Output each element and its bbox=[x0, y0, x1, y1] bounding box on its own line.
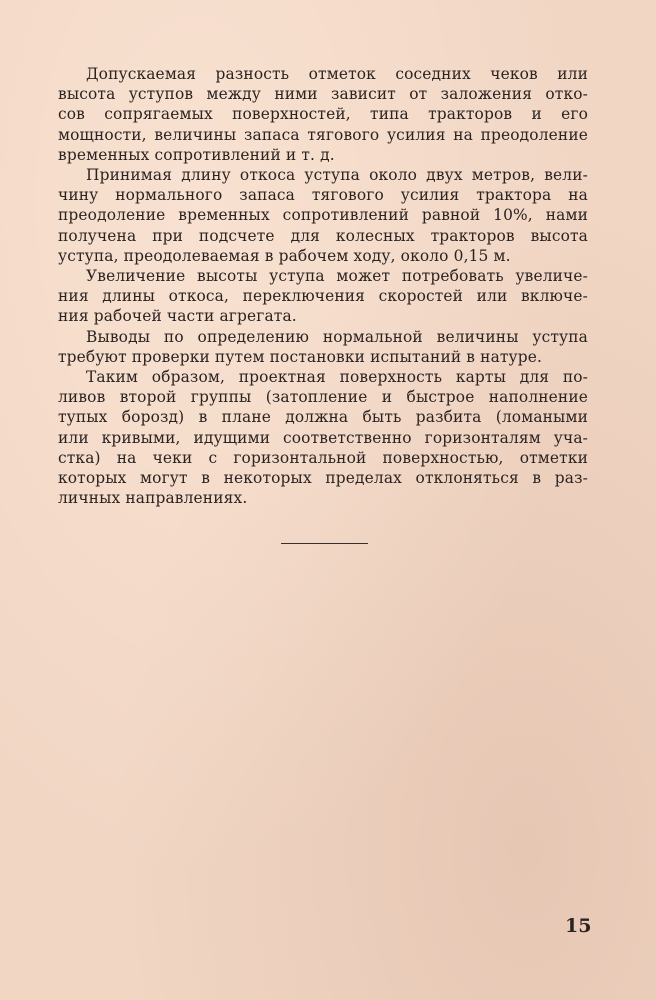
paragraph-3 bbox=[58, 266, 588, 327]
text-line: которых могут в некоторых пределах отклоняться в раз- bbox=[58, 469, 588, 488]
text-line: ния длины откоса, переключения скоростей или включе- bbox=[58, 287, 588, 306]
section-divider bbox=[281, 543, 368, 544]
body-text bbox=[58, 64, 588, 508]
text-line: чину нормального запаса тягового усилия трактора на bbox=[58, 186, 588, 205]
text-line: ливов второй группы (затопление и быстрое наполнение bbox=[58, 388, 588, 407]
text-line: или кривыми, идущими соответственно горизонталям уча- bbox=[58, 428, 588, 447]
text-line: мощности, величины запаса тягового усилия на преодоление bbox=[58, 125, 588, 144]
text-line: Допускаемая разность отметок соседних чеков или bbox=[86, 65, 588, 83]
text-line: ния рабочей части агрегата. bbox=[58, 307, 297, 326]
text-line: сов сопрягаемых поверхностей, типа тракторов и его bbox=[58, 105, 588, 124]
paragraph-2 bbox=[58, 165, 588, 266]
paragraph-4 bbox=[58, 327, 588, 367]
text-line: высота уступов между ними зависит от заложения отко- bbox=[58, 85, 588, 104]
text-line: Принимая длину откоса уступа около двух метров, вели- bbox=[86, 166, 588, 185]
text-line: тупых борозд) в плане должна быть разбита (ломаными bbox=[58, 408, 588, 427]
paragraph-1 bbox=[58, 64, 588, 165]
text-line: Выводы по определению нормальной величины уступа bbox=[86, 327, 588, 346]
text-line: временных сопротивлений и т. д. bbox=[58, 145, 335, 164]
text-line: уступа, преодолеваемая в рабочем ходу, около 0,15 м. bbox=[58, 246, 511, 265]
text-line: получена при подсчете для колесных тракторов высота bbox=[58, 226, 588, 245]
text-line: Увеличение высоты уступа может потребовать увеличе- bbox=[86, 267, 588, 286]
text-line: личных направлениях. bbox=[58, 489, 248, 508]
text-line: стка) на чеки с горизонтальной поверхностью, отметки bbox=[58, 448, 588, 467]
paragraph-5 bbox=[58, 367, 588, 508]
text-line: преодоление временных сопротивлений равной 10%, нами bbox=[58, 206, 588, 225]
page-number: 15 bbox=[565, 915, 592, 937]
text-line: Таким образом, проектная поверхность карты для по- bbox=[86, 368, 588, 387]
text-line: требуют проверки путем постановки испытаний в натуре. bbox=[58, 347, 543, 366]
